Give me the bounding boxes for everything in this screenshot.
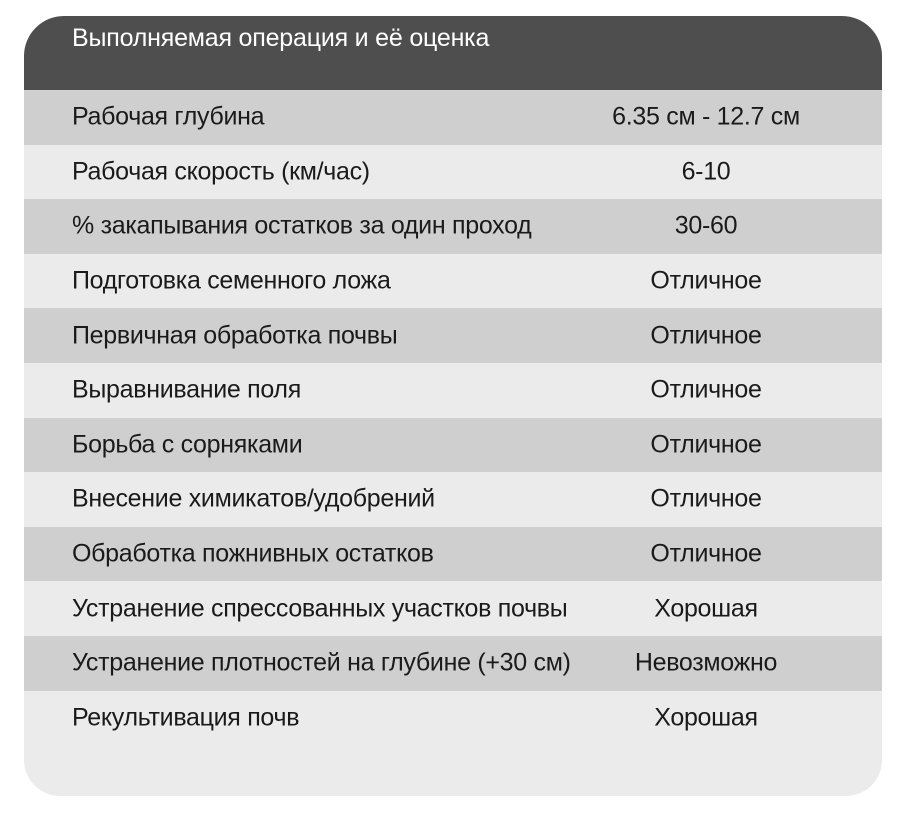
table-row (24, 199, 882, 254)
table-body (24, 90, 882, 745)
row-value: Отличное (650, 375, 762, 404)
row-value: Отличное (650, 430, 762, 459)
row-value: 6-10 (681, 157, 731, 186)
table-row (24, 418, 882, 473)
table-row (24, 691, 882, 746)
row-value: Отличное (650, 321, 762, 350)
row-value: 6.35 см - 12.7 см (612, 102, 800, 131)
table-row (24, 254, 882, 309)
row-label: Рекультивация почв (72, 703, 300, 732)
row-value: Хорошая (654, 703, 758, 732)
table-title: Выполняемая операция и её оценка (72, 24, 490, 52)
row-label: Выравнивание поля (72, 375, 301, 404)
row-label: Внесение химикатов/удобрений (72, 484, 435, 513)
row-value: Отличное (650, 484, 762, 513)
row-label: % закапывания остатков за один проход (72, 211, 532, 240)
row-value: Невозможно (634, 648, 778, 677)
row-label: Устранение спрессованных участков почвы (72, 594, 568, 623)
table-row (24, 581, 882, 636)
table-row (24, 363, 882, 418)
row-label: Подготовка семенного ложа (72, 266, 391, 295)
table-row (24, 472, 882, 527)
row-label: Устранение плотностей на глубине (+30 см) (72, 648, 571, 677)
table-row (24, 308, 882, 363)
row-label: Борьба с сорняками (72, 430, 303, 459)
row-value: 30-60 (674, 211, 738, 240)
ratings-table (24, 16, 882, 796)
row-label: Обработка пожнивных остатков (72, 539, 434, 568)
table-row (24, 90, 882, 145)
row-label: Первичная обработка почвы (72, 321, 398, 350)
row-value: Отличное (650, 266, 762, 295)
table-row (24, 636, 882, 691)
row-label: Рабочая глубина (72, 102, 265, 131)
row-label: Рабочая скорость (км/час) (72, 157, 370, 186)
row-value: Хорошая (654, 594, 758, 623)
table-header (24, 16, 882, 90)
table-row (24, 145, 882, 200)
row-value: Отличное (650, 539, 762, 568)
table-row (24, 527, 882, 582)
